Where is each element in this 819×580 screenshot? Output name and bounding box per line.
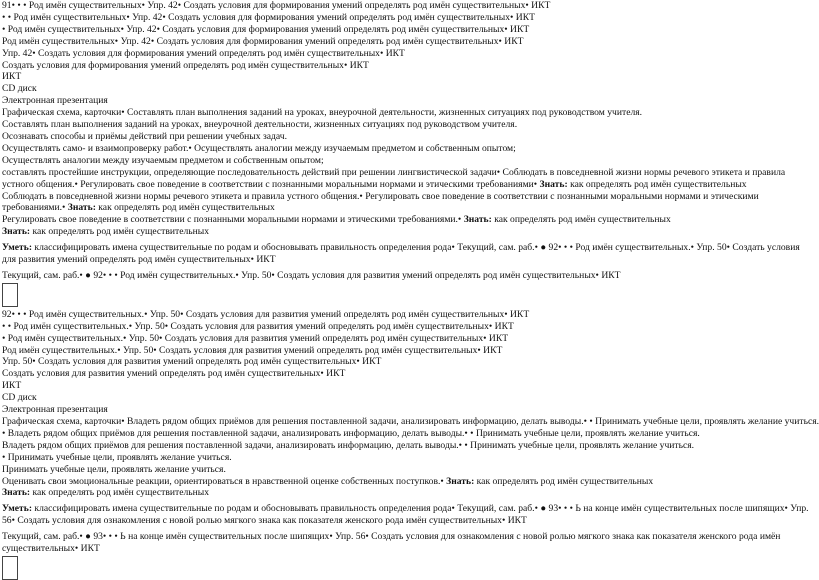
text-line: CD диск (2, 83, 37, 95)
znat-line: Знать: как определять род имён существительных (2, 487, 210, 499)
text-line: Осуществлять само- и взаимопроверку работ.• Осуществлять аналогии между изучаемым предметом и собственным опытом; (2, 142, 516, 154)
text-line: CD диск (2, 392, 37, 404)
text-line: 92• • • Род имён существительных.• Упр. 50• Создать условия для развития умений определять род имён существительных• ИКТ (2, 308, 530, 320)
text-line: ИКТ (2, 71, 22, 83)
znat-line: Знать: как определять род имён существительных (2, 226, 210, 238)
text-line: Создать условия для развития умений определять род имён существительных• ИКТ (2, 368, 346, 380)
text-line: Род имён существительных• Упр. 42• Создать условия для формирования умений определять род имён существительных• ИКТ (2, 35, 524, 47)
lesson-block-91 (2, 0, 814, 307)
lesson-block-92 (2, 308, 819, 580)
text-line: • Род имён существительных• Упр. 42• Создать условия для формирования умений определять род имён существительных• ИКТ (2, 23, 530, 35)
text-line: 91• • • Род имён существительных• Упр. 42• Создать условия для формирования умений определять род имён существительных• ИКТ (2, 0, 551, 11)
umet-paragraph: Уметь: классифицировать имена существительные по родам и обосновывать правильность определения рода• Текущий, сам. раб.• ● 93• • • Ь на конце имён существительных после шипящих• Упр. 56• Создать условия для ознакомления с новой ролью мягкого знака как показателя женского рода имён существительных• ИКТ (2, 503, 809, 527)
text-line: Регулировать свое поведение в соответствии с познанными моральными нормами и этическими требованиями.• Знать: как определять род имён существительных (2, 214, 671, 226)
text-line: Графическая схема, карточки• Составлять план выполнения заданий на уроках, внеурочной деятельности, жизненных ситуациях под руководством учителя. (2, 107, 643, 119)
text-line: Принимать учебные цели, проявлять желание учиться. (2, 463, 226, 475)
text-line: • Владеть рядом общих приёмов для решения поставленной задачи, анализировать информацию, делать выводы.• • Принимать учебные цели, проявлять желание учиться. (2, 427, 700, 439)
text-line: Осуществлять аналогии между изучаемым предметом и собственным опытом; (2, 154, 324, 166)
text-line: Графическая схема, карточки• Владеть рядом общих приёмов для решения поставленной задачи, анализировать информацию, делать выводы.• • Принимать учебные цели, проявлять желание учиться. (2, 416, 819, 427)
text-line: • • Род имён существительных.• Упр. 50• Создать условия для развития умений определять род имён существительных• ИКТ (2, 320, 514, 332)
text-paragraph: Соблюдать в повседневной жизни нормы речевого этикета и правила устного общения.• Регулировать свое поведение в соответствии с познанными моральными нормами и этическими требованиями.• Знать: как определять род имён существительных (2, 190, 759, 214)
text-line: Упр. 42• Создать условия для формирования умений определять род имён существительных• ИКТ (2, 47, 405, 59)
text-line: Электронная презентация (2, 404, 108, 416)
text-line: Осознавать способы и приёмы действий при решении учебных задач. (2, 130, 287, 142)
text-line: ИКТ (2, 380, 22, 392)
tekush-line: Текущий, сам. раб.• ● 93• • • Ь на конце имён существительных после шипящих• Упр. 56• Создать условия для ознакомления с новой ролью мягкого знака как показателя женского рода имён существительных• ИКТ (2, 531, 781, 555)
text-line: • • Род имён существительных• Упр. 42• Создать условия для формирования умений определять род имён существительных• ИКТ (2, 11, 535, 23)
umet-paragraph: Уметь: классифицировать имена существительные по родам и обосновывать правильность определения рода• Текущий, сам. раб.• ● 92• • • Род имён существительных.• Упр. 50• Создать условия для развития умений определять род имён существительных• ИКТ (2, 242, 800, 266)
text-paragraph: составлять простейшие инструкции, определяющие последовательность действий при решении лингвистической задачи• Соблюдать в повседневной жизни нормы речевого этикета и правила устного общения.• Регулировать свое поведение в соответствии с познанными моральными нормами и этическими требованиями• Знать: как определять род имён существительных (2, 166, 786, 190)
text-line: • Род имён существительных.• Упр. 50• Создать условия для развития умений определять род имён существительных• ИКТ (2, 332, 509, 344)
text-line: Владеть рядом общих приёмов для решения поставленной задачи, анализировать информацию, делать выводы.• • Принимать учебные цели, проявлять желание учиться. (2, 439, 695, 451)
text-line: Создать условия для формирования умений определять род имён существительных• ИКТ (2, 59, 369, 71)
text-line: • Принимать учебные цели, проявлять желание учиться. (2, 451, 232, 463)
text-line: Род имён существительных.• Упр. 50• Создать условия для развития умений определять род имён существительных• ИКТ (2, 344, 503, 356)
text-line: Оценивать свои эмоциональные реакции, ориентироваться в нравственной оценке собственных поступков.• Знать: как определять род имён существительных (2, 475, 654, 487)
text-line: Составлять план выполнения заданий на уроках, внеурочной деятельности, жизненных ситуациях под руководством учителя. (2, 119, 518, 131)
tekush-line: Текущий, сам. раб.• ● 92• • • Род имён существительных.• Упр. 50• Создать условия для развития умений определять род имён существительных• ИКТ (2, 269, 621, 281)
text-line: Электронная презентация (2, 95, 108, 107)
empty-cell-box (2, 556, 18, 580)
text-line: Упр. 50• Создать условия для развития умений определять род имён существительных• ИКТ (2, 356, 382, 368)
empty-cell-box (2, 283, 18, 307)
